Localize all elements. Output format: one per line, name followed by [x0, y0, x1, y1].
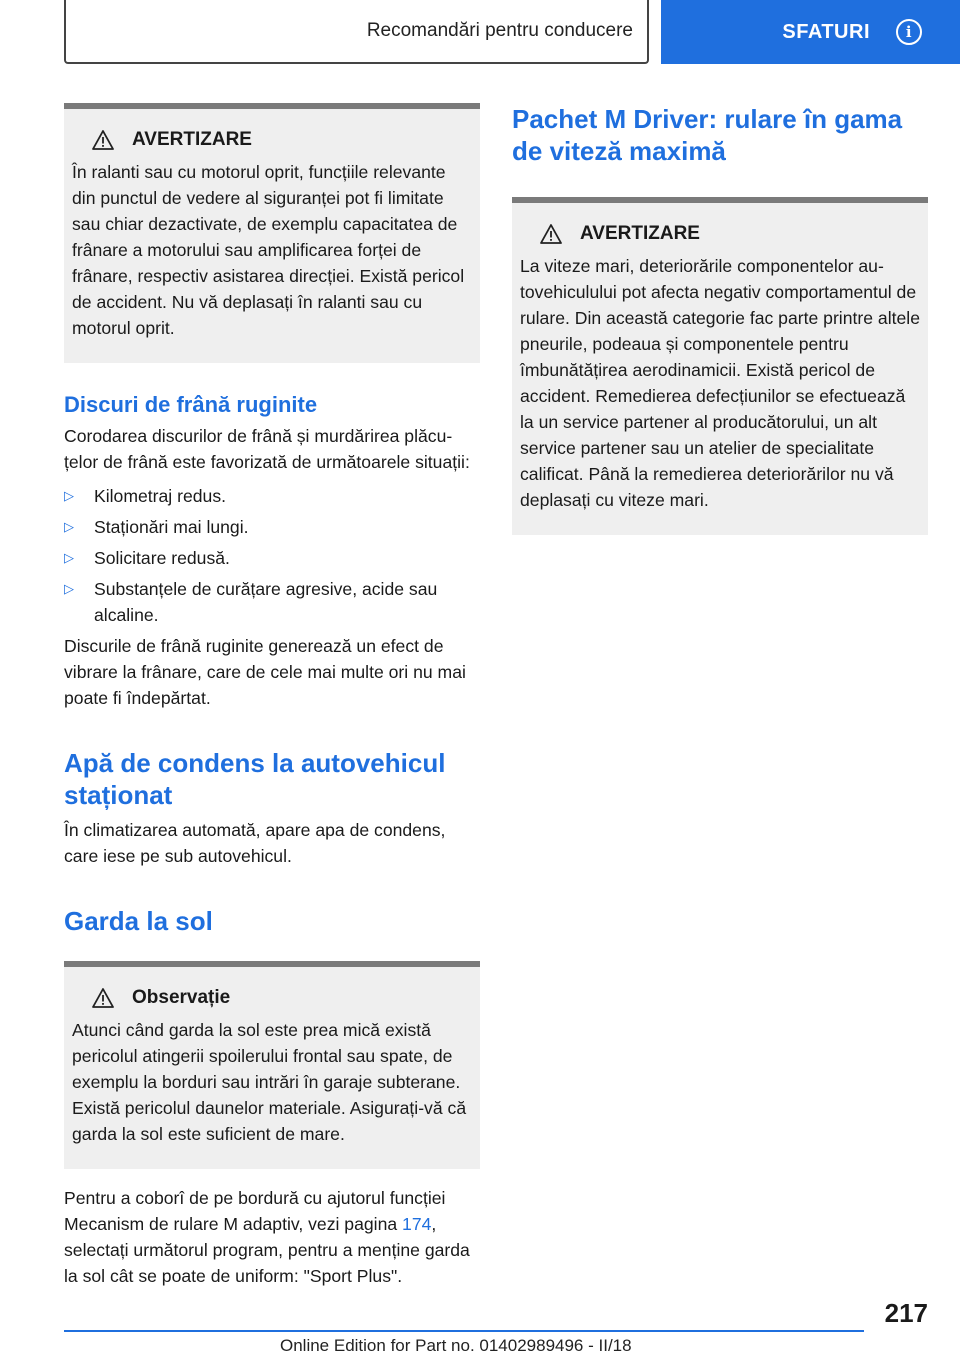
list-item-text: Solicitare redusă.	[94, 548, 230, 568]
warning-triangle-icon	[92, 130, 114, 150]
section-title: Recomandări pentru conducere	[366, 20, 633, 41]
heading-m-driver: Pachet M Driver: rulare în gama de viteză maximă	[512, 104, 903, 166]
warning-triangle-icon	[540, 224, 562, 244]
warning-title: AVERTIZARE	[132, 129, 252, 150]
list-item	[64, 576, 480, 628]
warning-header	[520, 223, 920, 245]
note-header	[72, 987, 472, 1009]
rusty-outro: Discurile de frână ruginite generează un efect de vibrare la frânare, care de cele mai multe ori nu mai poate fi îndepărtat.	[64, 636, 466, 708]
warning-title: AVERTIZARE	[580, 223, 700, 244]
heading-ground-clearance: Garda la sol	[64, 906, 213, 936]
list-item-text: Kilometraj redus.	[94, 486, 227, 506]
chapter-tab[interactable]	[661, 0, 960, 64]
ground-text	[64, 1185, 480, 1289]
rusty-list	[64, 483, 480, 628]
list-item-text: Substanțele de curățare agresive, acide sau alcaline.	[94, 579, 438, 625]
condens-text: În climatizarea automată, apare apa de condens, care iese pe sub autovehicul.	[64, 820, 446, 866]
list-item	[64, 483, 480, 509]
heading-condensation: Apă de condens la autovehicul staționat	[64, 748, 446, 810]
ground-text-a: Pentru a coborî de pe bordură cu ajutorul funcției Mecanism de rulare M adaptiv, vezi pagina	[64, 1188, 446, 1234]
note-title: Observație	[132, 987, 231, 1008]
footer-divider	[64, 1330, 864, 1332]
heading-rusty-discs: Discuri de frână ruginite	[64, 392, 318, 417]
note-box	[64, 961, 480, 1169]
warning-box-speed	[512, 197, 928, 535]
triangle-bullet-icon: ▷	[64, 581, 74, 596]
triangle-bullet-icon: ▷	[64, 519, 74, 534]
warning-triangle-icon	[92, 988, 114, 1008]
triangle-bullet-icon: ▷	[64, 550, 74, 565]
warning-text: În ralanti sau cu motorul oprit, funcțiile relevante din punctul de vedere al siguranței pot fi limitate sau chiar dezactivate, de exemplu capacitatea de frânare a motorului sau amplificarea forței de frânare, respectiv asistarea direcției. Există pericol de accident. Nu vă deplasați în ralanti sau cu motorul oprit.	[72, 162, 465, 338]
warning-header	[72, 129, 472, 151]
triangle-bullet-icon: ▷	[64, 488, 74, 503]
list-item-text: Staționări mai lungi.	[94, 517, 249, 537]
right-column	[512, 103, 928, 535]
page-link-174[interactable]: 174	[402, 1214, 432, 1234]
page-number: 217	[884, 1298, 928, 1328]
section-header	[64, 0, 649, 64]
list-item	[64, 545, 480, 571]
chapter-title: SFATURI	[782, 20, 870, 43]
warning-text: La viteze mari, deteriorările componentelor autovehiculului pot afecta negativ comportamentul de rulare. Din această categorie fac parte printre altele pneurile, podeaua și componentele pentru îmbunătățirea aerodinamicii. Există pericol de accident. Remedierea defecțiunilor se efectuează la un service partener al producătorului, un alt service partener sau un atelier de specialitate calificat. Până la remedierea deteriorărilor nu vă deplasați cu viteze mari.	[520, 256, 920, 510]
footer-edition: Online Edition for Part no. 01402989496 - II/18	[280, 1336, 632, 1355]
ground-text-b: , selectați următorul program, pentru a menține garda la sol cât se poate de uniform: "Sport Plus".	[64, 1214, 470, 1286]
warning-box-idle	[64, 103, 480, 363]
condens-section	[64, 747, 480, 811]
left-column	[64, 103, 480, 1289]
note-text: Atunci când garda la sol este prea mică există pericolul atingerii spoilerului frontal sau spate, de exemplu la borduri sau intrări în garaje subterane. Există pericolul daunelor materiale. Asigurați-vă că garda la sol este suficient de mare.	[72, 1020, 467, 1144]
list-item	[64, 514, 480, 540]
ground-section	[64, 905, 480, 937]
rusty-intro: Corodarea discurilor de frână și murdărirea plăcuțelor de frână este favorizată de următoarele situații:	[64, 426, 470, 472]
info-icon[interactable]: i	[896, 19, 922, 45]
